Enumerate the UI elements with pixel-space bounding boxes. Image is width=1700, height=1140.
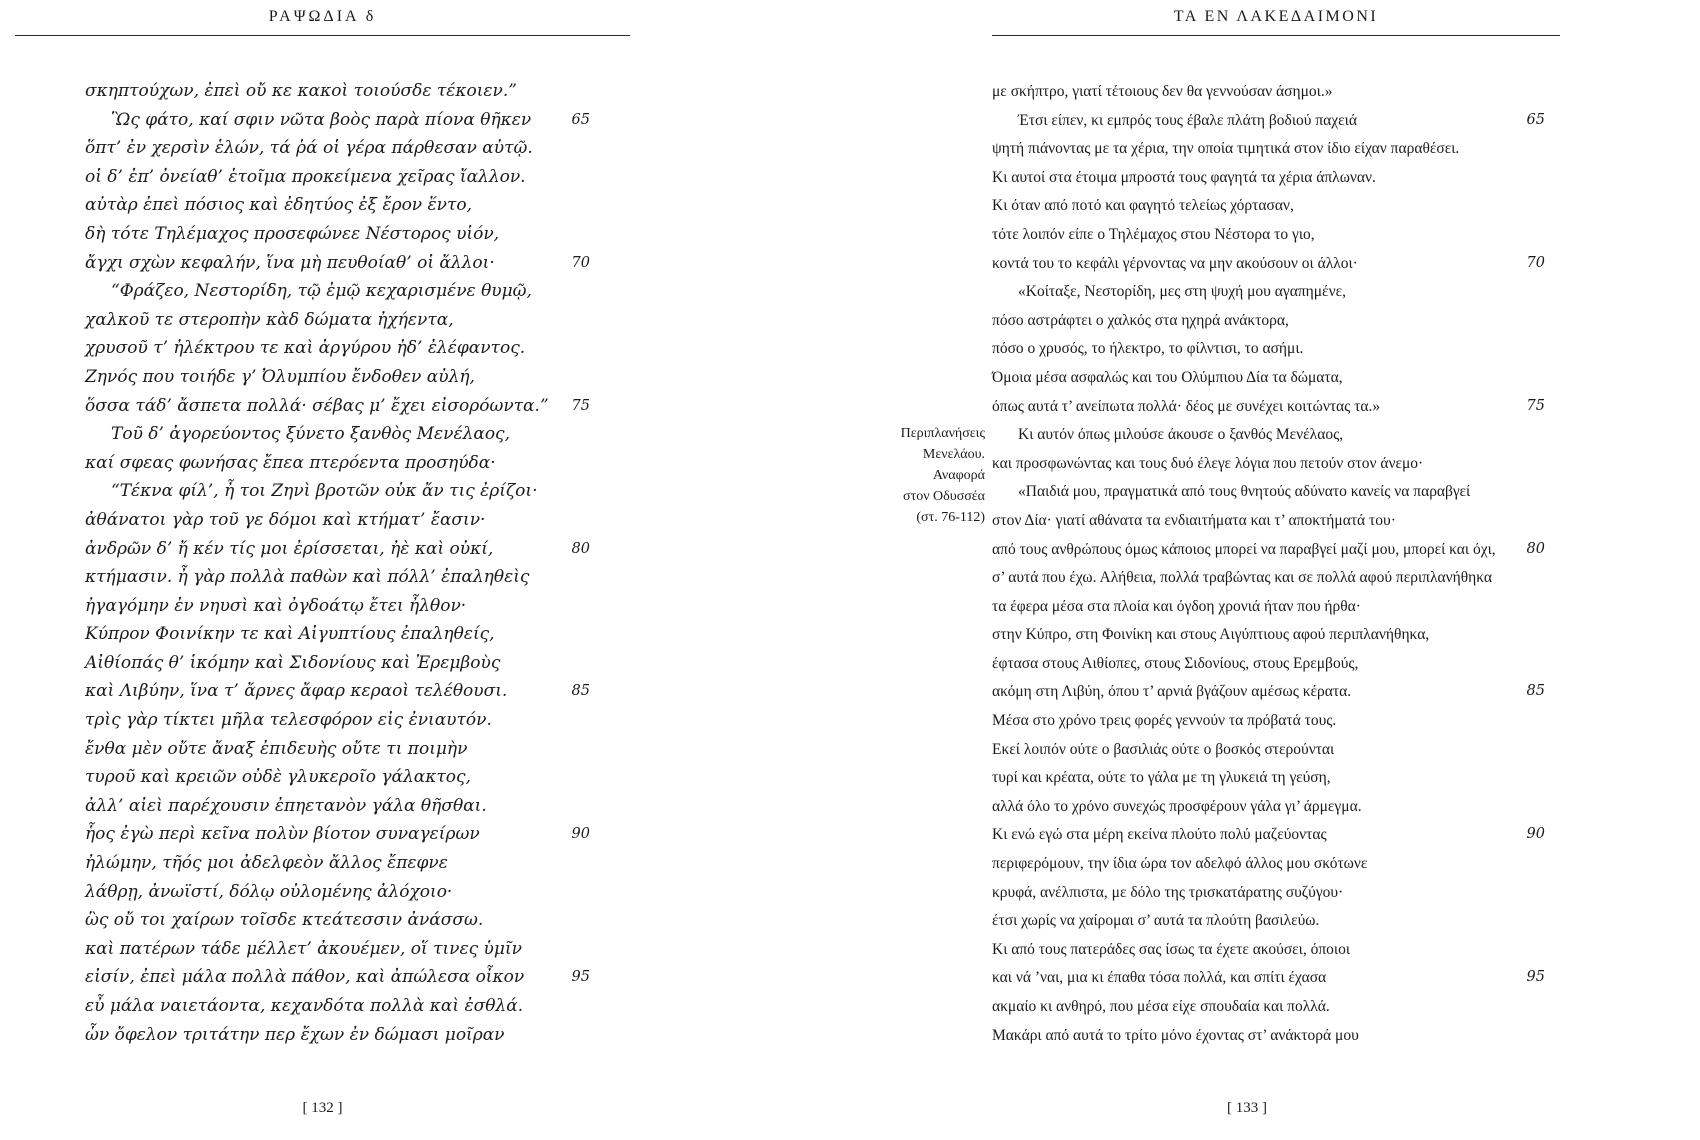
verse-text: Μέσα στο χρόνο τρεις φορές γεννούν τα πρόβατά τους. — [992, 712, 1337, 730]
verse-text: ὅπτ’ ἐν χερσὶν ἑλών, τά ῥά οἱ γέρα πάρθεσαν αὐτῷ. — [85, 138, 533, 159]
verse-text: και νά ’ναι, μια κι έπαθα τόσα πολλά, και σπίτι έχασα — [992, 969, 1327, 987]
verse-text: τρὶς γὰρ τίκτει μῆλα τελεσφόρον εἰς ἐνιαυτόν. — [85, 710, 492, 731]
left-page-number: [ 132 ] — [302, 1100, 343, 1116]
verse-text: εἰσίν, ἐπεὶ μάλα πολλὰ πάθον, καὶ ἀπώλεσα οἶκον — [85, 967, 525, 988]
verse-line-number: 85 — [1526, 683, 1545, 700]
verse-line — [992, 134, 1545, 163]
verse-line — [85, 163, 590, 192]
margin-note — [789, 423, 985, 528]
verse-text: αλλά όλο το χρόνο συνεχώς προσφέρουν γάλα γι’ άρμεγμα. — [992, 797, 1362, 815]
verse-line — [992, 392, 1545, 421]
verse-line-number: 65 — [1526, 111, 1545, 128]
verse-text: αὐτὰρ ἐπεὶ πόσιος καὶ ἐδητύος ἐξ ἔρον ἕντο, — [85, 195, 473, 216]
verse-text: με σκήπτρο, γιατί τέτοιους δεν θα γεννούσαν άσημοι.» — [992, 83, 1333, 100]
verse-line — [992, 563, 1545, 592]
verse-line — [85, 592, 590, 621]
verse-line — [85, 735, 590, 764]
verse-text: «Κοίταξε, Νεστορίδη, μες στη ψυχή μου αγαπημένε, — [1018, 283, 1346, 301]
verse-text: σκηπτούχων, ἐπεὶ οὔ κε κακοὶ τοιούσδε τέκοιεν.” — [85, 81, 517, 101]
verse-line-number: 80 — [571, 540, 590, 557]
verse-line-number: 70 — [1526, 254, 1545, 271]
verse-line — [85, 477, 590, 506]
verse-line — [992, 763, 1545, 792]
verse-line — [992, 77, 1545, 106]
verse-text: στον Δία· γιατί αθάνατα τα ενδιαιτήματα και τ’ αποκτήματά του· — [992, 511, 1396, 529]
verse-text: λάθρῃ, ἀνωϊστί, δόλῳ οὐλομένης ἀλόχοιο· — [85, 881, 453, 902]
verse-text: ακόμη στη Λιβύη, όπου τ’ αρνιά βγάζουν αμέσως κέρατα. — [992, 683, 1352, 701]
verse-line-number: 75 — [1526, 397, 1545, 414]
verse-line — [992, 163, 1545, 192]
verse-line-number: 75 — [571, 397, 590, 414]
verse-line — [85, 249, 590, 278]
verse-text: Κι όταν από ποτό και φαγητό τελείως χόρτασαν, — [992, 197, 1294, 215]
verse-line — [992, 649, 1545, 678]
margin-note-line: (στ. 76-112) — [916, 510, 985, 525]
verse-line — [85, 820, 590, 849]
verse-text: σ’ αυτά που έχω. Αλήθεια, πολλά τραβώντας και σε πολλά αφού περιπλανήθηκα — [992, 569, 1493, 587]
verse-line — [992, 220, 1545, 249]
verse-line — [992, 620, 1545, 649]
verse-line — [85, 420, 590, 449]
verse-text: κοντά του το κεφάλι γέρνοντας να μην ακούσουν οι άλλοι· — [992, 254, 1358, 272]
verse-line — [992, 878, 1545, 907]
verse-text: τότε λοιπόν είπε ο Τηλέμαχος στου Νέστορα το γιο, — [992, 225, 1315, 243]
verse-text: «Παιδιά μου, πραγματικά από τους θνητούς αδύνατο κανείς να παραβγεί — [1018, 483, 1471, 501]
verse-text: χαλκοῦ τε στεροπὴν κὰδ δώματα ἠχήεντα, — [85, 309, 454, 330]
verse-text: ακμαίο κι ανθηρό, που μέσα είχε σπουδαία και πολλά. — [992, 998, 1330, 1015]
verse-text: ἧος ἐγὼ περὶ κεῖνα πολὺν βίοτον συναγείρων — [85, 824, 480, 845]
verse-line — [85, 191, 590, 220]
verse-text: ἀνδρῶν δ’ ἤ κέν τίς μοι ἐρίσσεται, ἠὲ καὶ οὐκί, — [85, 538, 494, 559]
verse-text: Κύπρον Φοινίκην τε καὶ Αἰγυπτίους ἐπαληθείς, — [85, 624, 495, 645]
verse-line — [85, 306, 590, 335]
verse-line — [992, 792, 1545, 821]
verse-text: ἀλλ’ αἰεὶ παρέχουσιν ἐπηετανὸν γάλα θῆσθαι. — [85, 795, 487, 816]
verse-text: Μακάρι από αυτά το τρίτο μόνο έχοντας στ’ ανάκτορά μου — [992, 1026, 1359, 1044]
verse-text: ἠγαγόμην ἐν νηυσὶ καὶ ὀγδοάτῳ ἔτει ἦλθον· — [85, 595, 467, 616]
verse-line-number: 65 — [571, 111, 590, 128]
verse-line — [992, 677, 1545, 706]
verse-line-number: 95 — [571, 969, 590, 986]
verse-line — [85, 134, 590, 163]
verse-text: πόσο αστράφτει ο χαλκός στα ηχηρά ανάκτορα, — [992, 311, 1289, 329]
verse-line — [85, 1021, 590, 1050]
verse-text: Κι αυτόν όπως μιλούσε άκουσε ο ξανθός Μενέλαος, — [1018, 426, 1344, 444]
verse-line — [85, 763, 590, 792]
left-header-rule — [15, 35, 630, 36]
verse-text: τυροῦ καὶ κρειῶν οὐδὲ γλυκεροῖο γάλακτος, — [85, 767, 471, 788]
verse-text: Όμοια μέσα ασφαλώς και του Ολύμπιου Δία τα δώματα, — [992, 368, 1343, 386]
verse-line — [85, 77, 590, 106]
verse-text: πόσο ο χρυσός, το ήλεκτρο, το φίλντισι, το ασήμι. — [992, 340, 1304, 358]
verse-line — [992, 963, 1545, 992]
verse-line — [992, 334, 1545, 363]
right-page-number: [ 133 ] — [1227, 1100, 1267, 1116]
verse-line — [992, 191, 1545, 220]
verse-line — [992, 992, 1545, 1021]
verse-line — [992, 820, 1545, 849]
verse-line — [85, 792, 590, 821]
verse-text: Αἰθίοπάς θ’ ἱκόμην καὶ Σιδονίους καὶ Ἐρεμβοὺς — [85, 652, 501, 673]
verse-line — [85, 878, 590, 907]
verse-line — [992, 363, 1545, 392]
verse-text: Ζηνός που τοιήδε γ’ Ὀλυμπίου ἔνδοθεν αὐλή, — [85, 366, 475, 387]
verse-line — [85, 334, 590, 363]
verse-text: έφτασα στους Αιθίοπες, στους Σιδονίους, στους Ερεμβούς, — [992, 654, 1359, 672]
verse-text: ὧν ὄφελον τριτάτην περ ἔχων ἐν δώμασι μοῖραν — [85, 1024, 505, 1045]
verse-text: καὶ πατέρων τάδε μέλλετ’ ἀκουέμεν, οἵ τινες ὑμῖν — [85, 938, 522, 959]
verse-line — [85, 906, 590, 935]
verse-line — [85, 992, 590, 1021]
verse-line — [992, 735, 1545, 764]
verse-text: από τους ανθρώπους όμως κάποιος μπορεί να παραβγεί μαζί μου, μπορεί και όχι, — [992, 540, 1496, 558]
verse-line-number: 85 — [571, 683, 590, 700]
verse-line — [992, 849, 1545, 878]
verse-text: τα έφερα μέσα στα πλοία και όγδοη χρονιά ήταν που ήρθα· — [992, 597, 1361, 615]
verse-line — [992, 277, 1545, 306]
verse-text: Κι αυτοί στα έτοιμα μπροστά τους φαγητά τα χέρια άπλωναν. — [992, 168, 1376, 186]
verse-text: Έτσι είπεν, κι εμπρός τους έβαλε πλάτη βοδιού παχειά — [1018, 111, 1357, 129]
verse-line — [85, 106, 590, 135]
verse-text: “Τέκνα φίλ’, ἦ τοι Ζηνὶ βροτῶν οὐκ ἄν τις ἐρίζοι· — [111, 481, 538, 502]
verse-text: Ὣς φάτο, καί σφιν νῶτα βοὸς παρὰ πίονα θῆκεν — [111, 109, 532, 130]
verse-text: ἠλώμην, τῆός μοι ἀδελφεὸν ἄλλος ἔπεφνε — [85, 853, 448, 874]
verse-text: ψητή πιάνοντας με τα χέρια, την οποία τιμητικά στον ίδιο είχαν παραθέσει. — [992, 140, 1460, 158]
verse-line — [85, 363, 590, 392]
verse-line — [85, 506, 590, 535]
margin-note-line: στον Οδυσσέα — [903, 489, 985, 504]
margin-note-line: Αναφορά — [932, 468, 985, 483]
left-verse-block — [85, 77, 590, 1049]
verse-line — [85, 620, 590, 649]
verse-text: Τοῦ δ’ ἀγορεύοντος ξύνετο ξανθὸς Μενέλαος, — [111, 424, 510, 445]
verse-text: Κι ενώ εγώ στα μέρη εκείνα πλούτο πολύ μαζεύοντας — [992, 826, 1327, 844]
verse-line-number: 70 — [571, 254, 590, 271]
verse-line — [85, 392, 590, 421]
verse-line — [992, 306, 1545, 335]
verse-text: “Φράζεο, Νεστορίδη, τῷ ἐμῷ κεχαρισμένε θυμῷ, — [111, 281, 532, 302]
verse-line — [85, 677, 590, 706]
verse-text: ὅσσα τάδ’ ἄσπετα πολλά· σέβας μ’ ἔχει εἰσορόωντα.” — [85, 395, 549, 416]
verse-text: Κι από τους πατεράδες σας ίσως τα έχετε ακούσει, όποιοι — [992, 940, 1351, 958]
verse-text: όπως αυτά τ’ ανείπωτα πολλά· δέος με συνέχει κοιτώντας τα.» — [992, 397, 1381, 415]
right-header-rule — [992, 35, 1560, 36]
verse-line — [992, 592, 1545, 621]
verse-line — [85, 535, 590, 564]
verse-line — [992, 1021, 1545, 1050]
verse-line — [992, 506, 1545, 535]
verse-line — [85, 963, 590, 992]
verse-line — [85, 706, 590, 735]
verse-line-number: 90 — [1526, 826, 1545, 843]
verse-text: εὖ μάλα ναιετάοντα, κεχανδότα πολλὰ καὶ ἐσθλά. — [85, 996, 524, 1016]
verse-text: κρυφά, ανέλπιστα, με δόλο της τρισκατάρατης συζύγου· — [992, 883, 1344, 901]
verse-text: χρυσοῦ τ’ ἠλέκτρου τε καὶ ἀργύρου ἠδ’ ἐλέφαντος. — [85, 338, 526, 359]
verse-line — [85, 649, 590, 678]
verse-line — [992, 477, 1545, 506]
verse-line — [992, 449, 1545, 478]
verse-text: στην Κύπρο, στη Φοινίκη και στους Αιγύπτιους αφού περιπλανήθηκα, — [992, 626, 1430, 644]
verse-line — [992, 106, 1545, 135]
verse-text: Εκεί λοιπόν ούτε ο βασιλιάς ούτε ο βοσκός στερούνται — [992, 740, 1335, 758]
right-page-header: ΤΑ ΕΝ ΛΑΚΕΔΑΙΜΟΝΙ — [1173, 8, 1379, 25]
verse-text: έτσι χωρίς να χαίρομαι σ’ αυτά τα πλούτη βασιλεύω. — [992, 912, 1320, 930]
right-verse-block — [992, 77, 1545, 1049]
verse-line — [85, 220, 590, 249]
margin-note-line: Περιπλανήσεις — [900, 426, 985, 441]
margin-note-line: Μενελάου. — [922, 447, 985, 462]
verse-line — [992, 906, 1545, 935]
verse-line — [85, 935, 590, 964]
verse-text: ἔνθα μὲν οὔτε ἄναξ ἐπιδευὴς οὔτε τι ποιμὴν — [85, 738, 468, 759]
verse-text: οἱ δ’ ἐπ’ ὀνείαθ’ ἑτοῖμα προκείμενα χεῖρας ἴαλλον. — [85, 166, 526, 187]
verse-text: κτήμασιν. ἦ γὰρ πολλὰ παθὼν καὶ πόλλ’ ἐπαληθεὶς — [85, 567, 530, 588]
verse-text: καί σφεας φωνήσας ἔπεα πτερόεντα προσηύδα· — [85, 452, 496, 473]
verse-line — [992, 535, 1545, 564]
verse-text: και προσφωνώντας και τους δυό έλεγε λόγια που πετούν στον άνεμο· — [992, 454, 1424, 472]
verse-line — [992, 935, 1545, 964]
verse-line — [992, 249, 1545, 278]
verse-text: τυρί και κρέατα, ούτε το γάλα με τη γλυκειά τη γεύση, — [992, 769, 1331, 787]
verse-text: ἀθάνατοι γὰρ τοῦ γε δόμοι καὶ κτήματ’ ἔασιν· — [85, 509, 486, 530]
verse-text: καὶ Λιβύην, ἵνα τ’ ἄρνες ἄφαρ κεραοὶ τελέθουσι. — [85, 681, 508, 702]
verse-text: ὣς οὔ τοι χαίρων τοῖσδε κτεάτεσσιν ἀνάσσω. — [85, 910, 484, 931]
verse-line — [992, 420, 1545, 449]
left-page-header: ΡΑΨΩΔΙΑ δ — [268, 8, 377, 25]
verse-line — [85, 563, 590, 592]
verse-line — [85, 449, 590, 478]
verse-line — [992, 706, 1545, 735]
verse-line-number: 80 — [1526, 540, 1545, 557]
verse-text: δὴ τότε Τηλέμαχος προσεφώνεε Νέστορος υἱόν, — [85, 223, 500, 244]
verse-text: ἄγχι σχὼν κεφαλήν, ἵνα μὴ πευθοίαθ’ οἱ ἄλλοι· — [85, 252, 495, 273]
verse-line — [85, 277, 590, 306]
verse-line — [85, 849, 590, 878]
verse-line-number: 95 — [1526, 969, 1545, 986]
verse-text: περιφερόμουν, την ίδια ώρα τον αδελφό άλλος μου σκότωνε — [992, 855, 1368, 873]
verse-line-number: 90 — [571, 826, 590, 843]
